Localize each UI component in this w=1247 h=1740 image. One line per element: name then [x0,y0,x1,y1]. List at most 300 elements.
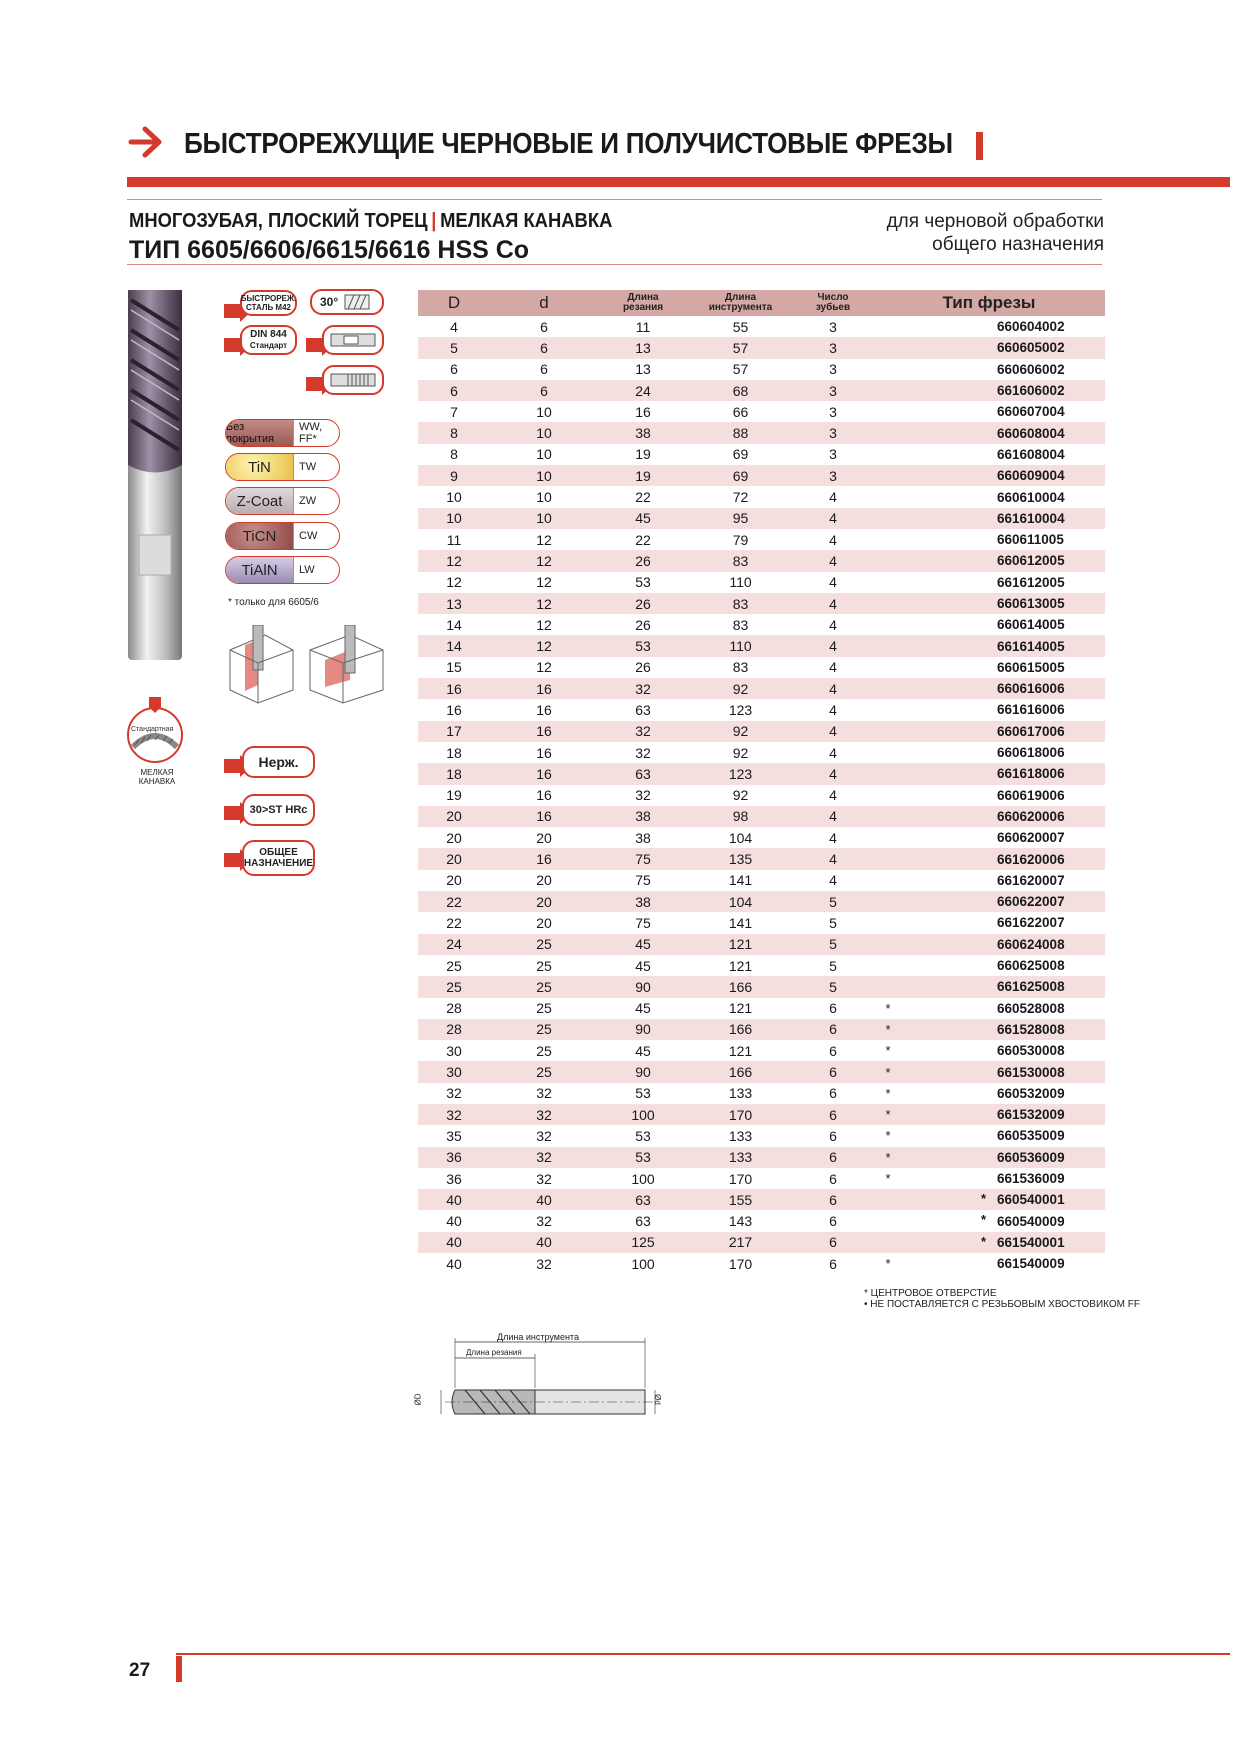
coating-code: ZW [299,495,317,507]
cell-star [873,976,903,997]
cell-cut-length: 19 [598,465,688,486]
cell-D: 15 [418,657,490,678]
header-cut-length [598,290,688,316]
cell-tool-length: 88 [688,422,793,443]
cell-teeth: 4 [793,848,873,869]
table-row [418,976,1105,997]
cell-d: 32 [490,1210,598,1231]
header-band [127,177,1230,187]
cell-type-code [903,1189,1105,1210]
cell-star [873,380,903,401]
cell-cut-length: 26 [598,593,688,614]
cell-tool-length: 121 [688,998,793,1019]
D-label: ØD [413,1393,423,1406]
table-row [418,1061,1105,1082]
cell-d: 40 [490,1189,598,1210]
cell-star [873,870,903,891]
cell-star [873,614,903,635]
cell-code-text: 661614005 [997,638,1065,654]
cell-D: 40 [418,1210,490,1231]
cell-type-code [903,1147,1105,1168]
cell-star [873,635,903,656]
cell-teeth: 4 [793,657,873,678]
cell-tool-length: 141 [688,870,793,891]
cell-tool-length: 110 [688,635,793,656]
cell-type-code [903,912,1105,933]
cell-tool-length: 95 [688,508,793,529]
cell-d: 10 [490,508,598,529]
cell-type-code [903,550,1105,571]
cell-teeth: 6 [793,1040,873,1061]
cell-tool-length: 83 [688,657,793,678]
coating-name: TiAlN [226,557,294,583]
cell-star [873,359,903,380]
flute-label-2: МЕЛКАЯ [140,768,174,777]
cell-d: 32 [490,1104,598,1125]
cell-tool-length: 143 [688,1210,793,1231]
cell-type-code [903,1104,1105,1125]
cell-cut-length: 45 [598,955,688,976]
cell-teeth: 4 [793,614,873,635]
footnote-line: * ЦЕНТРОВОЕ ОТВЕРСТИЕ [864,1288,997,1299]
cell-star [873,529,903,550]
cell-star [873,593,903,614]
table-header [418,290,1105,316]
cell-star: * [873,1147,903,1168]
cell-D: 20 [418,827,490,848]
cell-D: 12 [418,550,490,571]
table-row [418,891,1105,912]
header-text: инструмента [708,302,773,313]
usage-line: для черновой обработки [886,211,1104,232]
cell-type-code [903,401,1105,422]
coating-code: WW, FF* [299,421,323,445]
cell-teeth: 6 [793,1253,873,1274]
cell-tool-length: 72 [688,486,793,507]
badge-text: Стандарт [249,341,288,350]
cell-code-text: 660535009 [997,1128,1065,1144]
cell-code-text: 661528008 [997,1021,1065,1037]
cell-type-code [903,806,1105,827]
cell-cut-length: 90 [598,1061,688,1082]
cell-star [873,763,903,784]
header-type: Тип фрезы [873,290,1105,316]
cell-tool-length: 133 [688,1125,793,1146]
cell-type-code [903,1232,1105,1253]
cell-D: 28 [418,1019,490,1040]
cell-cut-length: 63 [598,1210,688,1231]
cell-d: 32 [490,1125,598,1146]
cell-teeth: 6 [793,1210,873,1231]
cell-cut-length: 11 [598,316,688,337]
cell-teeth: 5 [793,891,873,912]
cell-type-code [903,508,1105,529]
cell-tool-length: 57 [688,359,793,380]
usage-text [887,210,1104,256]
table-row [418,870,1105,891]
cell-D: 40 [418,1189,490,1210]
badge-text: ОБЩЕЕ [259,847,298,858]
cell-type-code [903,976,1105,997]
cell-tool-length: 79 [688,529,793,550]
cell-star: * [873,1083,903,1104]
cell-code-text: 660619006 [997,787,1065,803]
cell-star [873,848,903,869]
cell-star [873,486,903,507]
cell-tool-length: 92 [688,721,793,742]
cell-d: 25 [490,998,598,1019]
cell-star [873,1189,903,1210]
tool-photo [125,290,185,665]
cell-d: 20 [490,870,598,891]
cell-cut-length: 26 [598,657,688,678]
cell-D: 25 [418,976,490,997]
cell-code-text: 660605002 [997,340,1065,356]
cell-code-text: 660615005 [997,659,1065,675]
table-row [418,827,1105,848]
cell-code-text: 661612005 [997,574,1065,590]
table-row [418,401,1105,422]
cell-D: 35 [418,1125,490,1146]
cell-d: 10 [490,401,598,422]
hardness-badge: 30>ST HRc [242,794,315,826]
cell-teeth: 6 [793,1061,873,1082]
badge-text: DIN 844 [250,329,287,340]
table-row [418,699,1105,720]
cell-star [873,572,903,593]
cell-tool-length: 92 [688,785,793,806]
badge-text: НАЗНАЧЕНИЕ [243,858,314,869]
cell-D: 40 [418,1253,490,1274]
cell-cut-length: 53 [598,1125,688,1146]
cell-type-code [903,785,1105,806]
cell-code-text: 661618006 [997,766,1065,782]
cell-type-code [903,316,1105,337]
cell-tool-length: 121 [688,1040,793,1061]
cell-type-code [903,870,1105,891]
table-row [418,359,1105,380]
cell-code-text: 660616006 [997,681,1065,697]
table-row [418,912,1105,933]
cell-teeth: 6 [793,1147,873,1168]
cell-type-code [903,678,1105,699]
cell-d: 10 [490,444,598,465]
cell-type-code [903,955,1105,976]
cell-code-text: 661610004 [997,510,1065,526]
cell-type-code [903,742,1105,763]
cell-teeth: 5 [793,912,873,933]
badge-text: 30° [320,295,339,309]
coating-code: CW [299,530,318,542]
subheader-line1 [129,210,612,233]
cell-d: 25 [490,1019,598,1040]
cell-teeth: 3 [793,316,873,337]
separator: | [431,210,437,232]
cell-D: 7 [418,401,490,422]
cell-d: 6 [490,359,598,380]
cell-d: 6 [490,316,598,337]
cell-D: 20 [418,870,490,891]
cell-tool-length: 68 [688,380,793,401]
cell-code-text: 660540001 [997,1192,1065,1208]
cell-cut-length: 63 [598,699,688,720]
cell-code-text: 661620006 [997,851,1065,867]
cell-teeth: 3 [793,380,873,401]
cell-d: 20 [490,912,598,933]
cell-teeth: 4 [793,806,873,827]
cell-type-code [903,1019,1105,1040]
cell-prefix-mark: * [981,1233,987,1249]
table-row [418,422,1105,443]
cell-tool-length: 170 [688,1104,793,1125]
coating-item [225,419,340,447]
cell-type-code [903,444,1105,465]
cell-star [873,337,903,358]
header-tool-length [688,290,793,316]
shank-plain-badge [322,325,384,355]
cell-code-text: 660618006 [997,745,1065,761]
cell-d: 20 [490,891,598,912]
side-milling-illustration [305,625,385,705]
cell-cut-length: 90 [598,976,688,997]
cell-code-text: 660536009 [997,1149,1065,1165]
coating-name: Z-Coat [226,488,294,514]
cell-D: 5 [418,337,490,358]
table-row [418,1147,1105,1168]
coating-code: TW [299,461,317,473]
steel-badge [240,290,297,316]
cell-D: 8 [418,444,490,465]
cell-d: 16 [490,699,598,720]
d-label: Ød [652,1394,662,1405]
cell-teeth: 3 [793,401,873,422]
cell-type-code [903,337,1105,358]
table-row [418,337,1105,358]
cell-d: 16 [490,848,598,869]
cell-type-code [903,1125,1105,1146]
cell-star [873,316,903,337]
cell-d: 12 [490,635,598,656]
tool-length-label: Длина инструмента [497,1332,579,1342]
cell-type-code [903,891,1105,912]
cell-code-text: 661606002 [997,383,1065,399]
cell-type-code [903,827,1105,848]
usage-line: общего назначения [932,234,1104,255]
cell-type-code [903,359,1105,380]
cell-cut-length: 26 [598,614,688,635]
cell-star [873,550,903,571]
cell-code-text: 661540009 [997,1256,1065,1272]
cell-cut-length: 53 [598,1083,688,1104]
cell-star [873,955,903,976]
cell-cut-length: 75 [598,870,688,891]
cell-code-text: 661616006 [997,702,1065,718]
plain-shank-icon [330,332,376,348]
cell-tool-length: 141 [688,912,793,933]
cell-D: 32 [418,1104,490,1125]
cell-tool-length: 92 [688,678,793,699]
page-number: 27 [129,1660,151,1681]
cell-D: 10 [418,508,490,529]
cell-teeth: 6 [793,1019,873,1040]
cell-tool-length: 166 [688,1061,793,1082]
cell-d: 12 [490,529,598,550]
cell-D: 18 [418,742,490,763]
cell-D: 4 [418,316,490,337]
cell-d: 10 [490,422,598,443]
cell-tool-length: 133 [688,1083,793,1104]
shank-thread-badge [322,365,384,395]
cell-teeth: 3 [793,444,873,465]
cell-d: 25 [490,976,598,997]
cell-teeth: 5 [793,976,873,997]
cell-tool-length: 170 [688,1253,793,1274]
type-label: ТИП 6605/6606/6615/6616 HSS Co [129,236,530,264]
table-row [418,508,1105,529]
cell-teeth: 4 [793,486,873,507]
table-row [418,635,1105,656]
cell-star [873,742,903,763]
title-mark [976,132,983,160]
cell-teeth: 6 [793,1189,873,1210]
cell-teeth: 6 [793,998,873,1019]
cell-teeth: 4 [793,529,873,550]
cell-d: 10 [490,465,598,486]
cell-code-text: 660613005 [997,596,1065,611]
cell-code-text: 660624008 [997,936,1065,952]
cell-cut-length: 53 [598,635,688,656]
cell-code-text: 660617006 [997,723,1065,739]
cell-cut-length: 38 [598,422,688,443]
cell-cut-length: 38 [598,827,688,848]
cell-cut-length: 32 [598,721,688,742]
cell-cut-length: 45 [598,508,688,529]
cell-cut-length: 13 [598,359,688,380]
cell-code-text: 660608004 [997,425,1065,441]
cell-tool-length: 83 [688,614,793,635]
table-row [418,593,1105,614]
cell-tool-length: 66 [688,401,793,422]
product-table [418,290,1105,1274]
cell-d: 16 [490,742,598,763]
table-row [418,316,1105,337]
cell-d: 12 [490,572,598,593]
cell-tool-length: 170 [688,1168,793,1189]
cell-cut-length: 32 [598,678,688,699]
cell-d: 12 [490,614,598,635]
table-row [418,1253,1105,1274]
cell-d: 32 [490,1168,598,1189]
coating-item [225,453,340,481]
cell-star [873,721,903,742]
cell-type-code [903,998,1105,1019]
cell-code-text: 660614005 [997,617,1065,633]
cell-D: 8 [418,422,490,443]
cell-d: 32 [490,1253,598,1274]
cell-code-text: 660607004 [997,404,1065,420]
cell-star [873,508,903,529]
cell-teeth: 3 [793,337,873,358]
cell-code-text: 660625008 [997,958,1065,974]
cell-teeth: 4 [793,572,873,593]
cell-cut-length: 45 [598,1040,688,1061]
cell-cut-length: 53 [598,572,688,593]
header-D: D [418,290,490,316]
table-row [418,934,1105,955]
cell-star [873,422,903,443]
threaded-shank-icon [330,372,376,388]
cell-tool-length: 123 [688,699,793,720]
cell-cut-length: 38 [598,806,688,827]
helix-icon [344,294,370,310]
cell-D: 18 [418,763,490,784]
cell-D: 32 [418,1083,490,1104]
cell-teeth: 4 [793,635,873,656]
cell-D: 22 [418,912,490,933]
table-row [418,1104,1105,1125]
cell-teeth: 3 [793,465,873,486]
cell-type-code [903,1083,1105,1104]
table-row [418,550,1105,571]
cell-code-text: 660609004 [997,468,1065,484]
cell-teeth: 4 [793,827,873,848]
din-badge [240,325,297,355]
cell-type-code [903,657,1105,678]
flute-label-1: Стандартная [131,726,174,733]
table-row [418,742,1105,763]
cell-type-code [903,848,1105,869]
cell-d: 16 [490,763,598,784]
cell-d: 10 [490,486,598,507]
divider [127,199,1102,200]
header-teeth [793,290,873,316]
cell-star [873,785,903,806]
cell-tool-length: 69 [688,465,793,486]
cell-tool-length: 83 [688,593,793,614]
cell-tool-length: 98 [688,806,793,827]
table-row [418,848,1105,869]
cell-code-text: 660530008 [997,1043,1065,1059]
header-d: d [490,290,598,316]
cell-cut-length: 63 [598,763,688,784]
coating-name: TiCN [226,523,294,549]
table-row [418,1232,1105,1253]
cell-type-code [903,1253,1105,1274]
table-row [418,380,1105,401]
table-row [418,998,1105,1019]
cell-code-text: 660540009 [997,1213,1065,1229]
table-row [418,1210,1105,1231]
cell-tool-length: 104 [688,827,793,848]
cell-D: 16 [418,699,490,720]
header-text: Длина [627,292,659,303]
cell-star: * [873,1061,903,1082]
cell-d: 32 [490,1147,598,1168]
cell-star: * [873,998,903,1019]
table-row [418,444,1105,465]
cell-teeth: 4 [793,699,873,720]
footnote-line: • НЕ ПОСТАВЛЯЕТСЯ С РЕЗЬБОВЫМ ХВОСТОВИКОМ FF [864,1299,1140,1310]
cell-d: 6 [490,380,598,401]
cell-D: 12 [418,572,490,593]
cell-D: 10 [418,486,490,507]
cell-star [873,1232,903,1253]
cell-cut-length: 75 [598,912,688,933]
header-text: Длина [724,292,757,303]
cell-teeth: 6 [793,1083,873,1104]
table-row [418,1189,1105,1210]
cell-code-text: 660528008 [997,1000,1065,1016]
